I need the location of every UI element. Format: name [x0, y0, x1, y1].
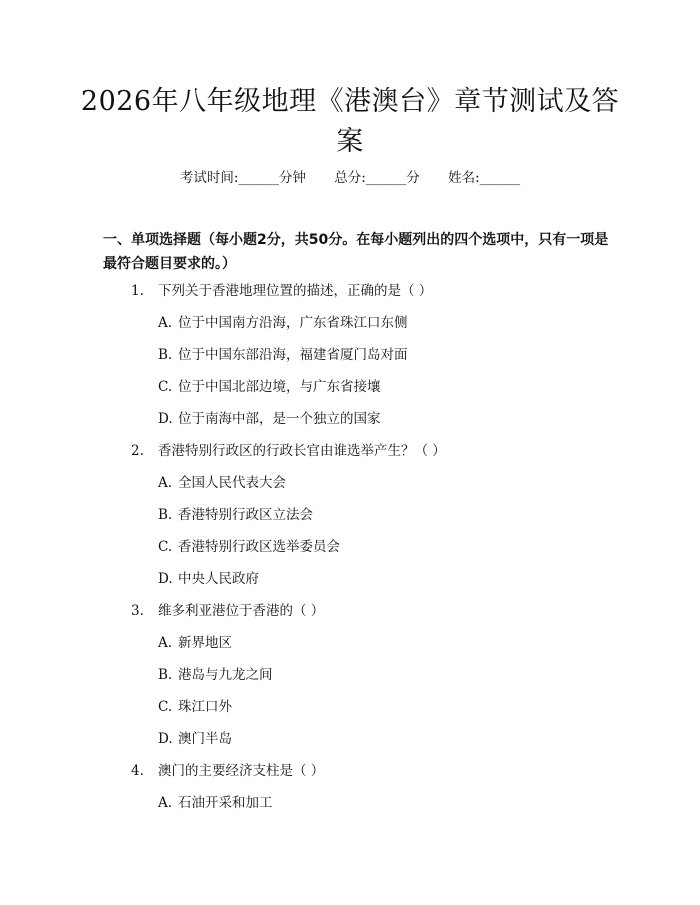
student-name-label: 姓名: — [448, 170, 480, 186]
total-score-unit: 分 — [406, 170, 420, 186]
option-letter: D. — [158, 731, 173, 747]
option-letter: A. — [158, 475, 173, 491]
option-text: 位于中国南方沿海，广东省珠江口东侧 — [178, 315, 408, 331]
option-3d — [158, 729, 232, 749]
option-letter: A. — [158, 795, 173, 811]
page-title: 2026年八年级地理《港澳台》章节测试及答案 — [80, 86, 620, 157]
question-number: 4. — [131, 763, 144, 779]
question-2 — [131, 441, 446, 461]
question-1 — [131, 281, 432, 301]
option-2c — [158, 537, 340, 557]
option-letter: A. — [158, 315, 173, 331]
option-letter: C. — [158, 539, 173, 555]
option-text: 珠江口外 — [178, 699, 232, 715]
option-3a — [158, 633, 232, 653]
option-3b — [158, 665, 273, 685]
option-2b — [158, 505, 313, 525]
student-name-blank: ______ — [479, 170, 521, 186]
exam-time-field — [180, 170, 306, 186]
option-text: 港岛与九龙之间 — [178, 667, 273, 683]
option-text: 位于中国东部沿海，福建省厦门岛对面 — [178, 347, 408, 363]
option-text: 新界地区 — [178, 635, 232, 651]
option-letter: D. — [158, 411, 173, 427]
option-letter: B. — [158, 667, 173, 683]
question-number: 2. — [131, 443, 144, 459]
option-4a — [158, 793, 273, 813]
option-letter: C. — [158, 699, 173, 715]
question-text: 维多利亚港位于香港的（ ） — [158, 603, 325, 619]
exam-time-label: 考试时间: — [179, 170, 239, 186]
option-text: 石油开采和加工 — [178, 795, 273, 811]
question-4 — [131, 761, 324, 781]
option-1c — [158, 377, 381, 397]
option-letter: B. — [158, 347, 173, 363]
option-text: 中央人民政府 — [178, 571, 259, 587]
option-text: 位于中国北部边境，与广东省接壤 — [178, 379, 381, 395]
question-text: 香港特别行政区的行政长官由谁选举产生？（ ） — [158, 443, 446, 459]
total-score-blank: ______ — [365, 170, 407, 186]
option-1a — [158, 313, 408, 333]
exam-info-line — [0, 168, 700, 188]
option-1b — [158, 345, 408, 365]
total-score-label: 总分: — [334, 170, 366, 186]
option-3c — [158, 697, 232, 717]
total-score-field — [334, 170, 420, 186]
option-text: 澳门半岛 — [178, 731, 232, 747]
exam-time-unit: 分钟 — [278, 170, 306, 186]
question-text: 澳门的主要经济支柱是（ ） — [158, 763, 325, 779]
option-letter: D. — [158, 571, 173, 587]
section-heading: 一、单项选择题（每小题2分，共50分。在每小题列出的四个选项中，只有一项是最符合题目要求的。） — [103, 232, 609, 272]
option-1d — [158, 409, 381, 429]
question-3 — [131, 601, 324, 621]
option-text: 全国人民代表大会 — [178, 475, 286, 491]
option-text: 香港特别行政区立法会 — [178, 507, 313, 523]
option-text: 香港特别行政区选举委员会 — [178, 539, 340, 555]
question-number: 3. — [131, 603, 144, 619]
option-2a — [158, 473, 286, 493]
student-name-field — [448, 170, 520, 186]
option-letter: C. — [158, 379, 173, 395]
option-letter: B. — [158, 507, 173, 523]
exam-time-blank: ______ — [238, 170, 279, 186]
question-text: 下列关于香港地理位置的描述，正确的是（ ） — [158, 283, 433, 299]
question-number: 1. — [131, 283, 144, 299]
option-2d — [158, 569, 259, 589]
option-letter: A. — [158, 635, 173, 651]
option-text: 位于南海中部，是一个独立的国家 — [178, 411, 381, 427]
